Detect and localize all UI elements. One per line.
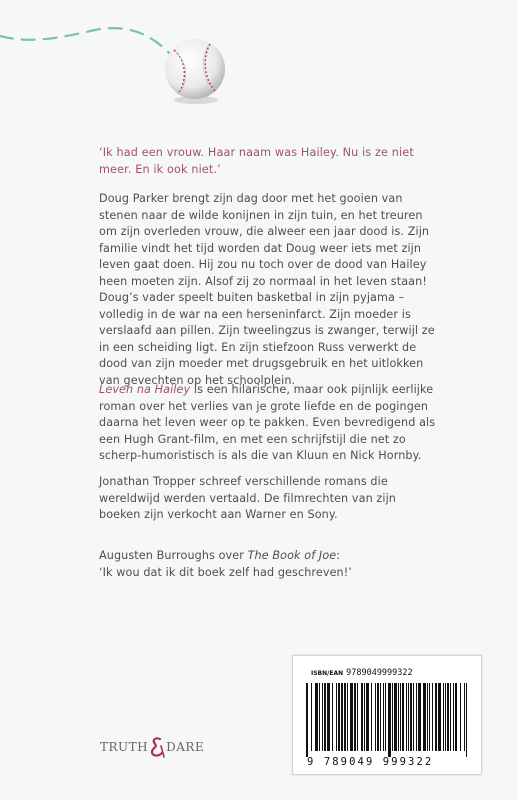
barcode-bar xyxy=(385,683,386,751)
barcode-bar xyxy=(324,683,326,751)
barcode-bar xyxy=(375,683,376,751)
barcode-bar xyxy=(388,683,391,757)
publisher-name-left: TRUTH xyxy=(100,740,149,754)
barcode-bar xyxy=(418,683,421,751)
ampersand-logo-icon xyxy=(149,736,165,758)
barcode-bar xyxy=(464,683,465,751)
isbn-label: ISBN/EAN xyxy=(311,670,344,677)
barcode-bar xyxy=(416,683,417,751)
opening-quote: ‘Ik had een vrouw. Haar naam was Hailey. Nu is ze niet meer. En ik ook niet.’ xyxy=(99,146,414,176)
barcode-bar xyxy=(394,683,397,751)
review-paragraph xyxy=(99,382,437,465)
endorsement-attribution xyxy=(99,548,437,565)
book-title: Leven na Hailey xyxy=(99,383,191,396)
barcode-bar xyxy=(371,683,372,751)
barcode-bar xyxy=(327,683,330,751)
barcode-bar xyxy=(429,683,430,751)
barcode-bar xyxy=(383,683,384,751)
barcode-bar xyxy=(438,683,441,751)
barcode-bar xyxy=(453,683,454,751)
barcode-bar xyxy=(392,683,393,751)
barcode-bar xyxy=(344,683,346,751)
barcode-sticker xyxy=(292,655,482,775)
endorsement-quote: ‘Ik wou dat ik dit boek zelf had geschreven!’ xyxy=(99,565,352,579)
barcode-bar xyxy=(361,683,363,751)
barcode-bar xyxy=(402,683,404,751)
barcode-bar xyxy=(413,683,414,751)
publisher-logo xyxy=(100,737,204,757)
barcode-bar xyxy=(366,683,369,751)
review-text: is een hilarische, maar ook pijnlijk eerlijke roman over het verlies van je grote liefde en de pogingen daarna het leven weer op te pakken. Even bevredigend als een Hugh Grant-film, en met een schrijfstijl die net zo scherp-humoristisch is als die van Kluun en Nick Hornby. xyxy=(99,383,436,462)
isbn-line xyxy=(311,668,471,678)
barcode-bar xyxy=(341,683,343,751)
barcode-bar xyxy=(322,683,323,751)
barcode-bar xyxy=(455,683,457,751)
barcode-bar xyxy=(357,683,358,751)
barcode-bar xyxy=(364,683,365,751)
endorsement-book: The Book of Joe xyxy=(247,549,337,562)
barcode-bar xyxy=(311,683,312,751)
isbn-number: 9789049999322 xyxy=(346,668,413,678)
barcode-bar xyxy=(354,683,356,751)
baseball-icon xyxy=(160,36,230,106)
barcode-bar xyxy=(338,683,340,751)
barcode-bar xyxy=(460,683,461,751)
barcode-bar xyxy=(347,683,348,751)
barcode-bar xyxy=(423,683,426,751)
barcode-bar xyxy=(432,683,433,751)
barcode-bar xyxy=(408,683,409,751)
endorsement-prefix: Augusten Burroughs over xyxy=(99,549,248,562)
barcode-bar xyxy=(450,683,451,751)
barcode xyxy=(306,683,470,757)
barcode-bar xyxy=(443,683,444,751)
endorsement xyxy=(99,548,437,581)
barcode-bar xyxy=(377,683,379,751)
barcode-bar xyxy=(445,683,446,751)
publisher-name-right: DARE xyxy=(166,740,205,754)
barcode-bar xyxy=(435,683,437,751)
barcode-bar xyxy=(332,683,333,751)
barcode-bar xyxy=(400,683,401,751)
barcode-bar xyxy=(410,683,412,751)
barcode-bar xyxy=(315,683,318,751)
author-paragraph: Jonathan Tropper schreef verschillende romans die wereldwijd werden vertaald. De filmrechten van zijn boeken zijn verkocht aan Warner en Sony. xyxy=(99,475,396,521)
barcode-digits: 9 789049 999322 xyxy=(307,756,434,768)
barcode-bar xyxy=(466,683,467,757)
barcode-bar xyxy=(406,683,407,751)
barcode-bar xyxy=(427,683,428,751)
barcode-bar xyxy=(398,683,399,751)
barcode-bar xyxy=(350,683,353,751)
endorsement-suffix: : xyxy=(336,549,341,562)
barcode-bar xyxy=(380,683,381,751)
synopsis-paragraph: Doug Parker brengt zijn dag door met het gooien van stenen naar de wilde konijnen in zijn tuin, en het treuren om zijn overleden vrouw, die alweer een jaar dood is. Zijn familie vindt het tijd worden dat Doug weer iets met zijn leven gaat doen. Hij zou nu toch over de dood van Hailey heen moeten zijn. Alsof zij zo normaal in het leven staan! Doug’s vader speelt buiten basketbal in zijn pyjama – volledig in de war na een herseninfarct. Zijn moeder is verslaafd aan pillen. Zijn tweelingzus is zwanger, terwijl ze in een scheiding ligt. En zijn stiefzoon Russ verwerkt de dood van zijn moeder met drugsgebruik en het uitlokken van gevechten op het schoolplein. xyxy=(99,192,435,387)
barcode-bar xyxy=(319,683,320,751)
barcode-bar xyxy=(447,683,449,751)
barcode-bar xyxy=(306,683,308,757)
barcode-bar xyxy=(336,683,337,751)
